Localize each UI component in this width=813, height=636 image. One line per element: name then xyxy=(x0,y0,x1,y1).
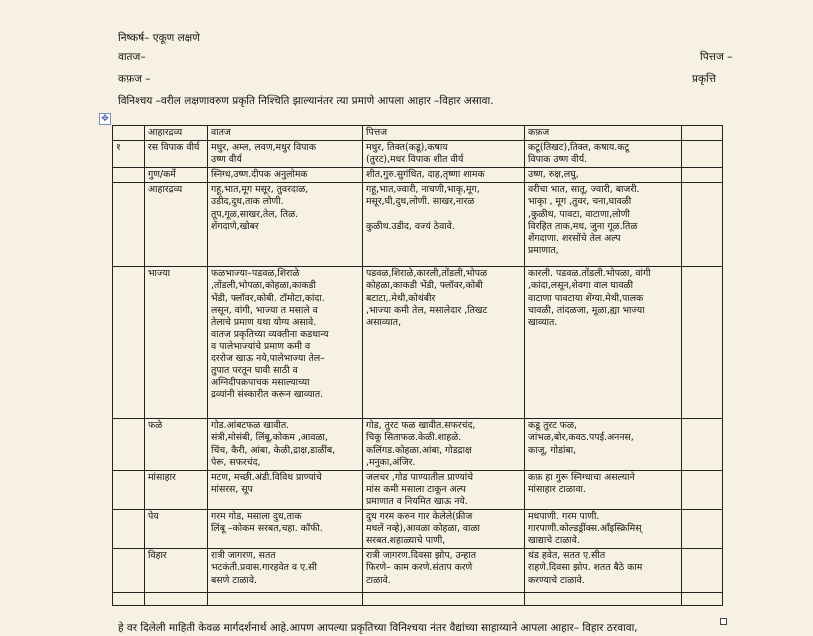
table-cell: मधुर, अम्ल, लवण,मधुर विपाक उष्ण वीर्य xyxy=(208,141,363,168)
table-cell: पेय xyxy=(145,510,208,549)
table-row xyxy=(113,593,723,606)
table-cell: गोड.आंबटफळ खावीत. संत्री,मोसंबी, लिंबू,कोकम ,आवळा, चिंच, कैरी, आंबा, केळी,द्राक्ष,डाळींब, पेरू, सफरचंद, xyxy=(208,419,363,470)
table-cell: रात्री जागरण.दिवसा झोप, उन्हात फिरणे– काम करणे.संताप करणे टाळावे. xyxy=(363,549,525,593)
table-cell xyxy=(682,141,723,168)
table-cell xyxy=(113,168,145,183)
table-resize-handle[interactable] xyxy=(720,618,727,625)
header-cell xyxy=(113,126,145,141)
table-row xyxy=(113,183,723,267)
table-cell: विहार xyxy=(145,549,208,593)
table-cell: कटू(तिखट),तिक्त, कषाय.कटू विपाक उष्ण वीर्य. xyxy=(525,141,682,168)
table-cell xyxy=(682,593,723,606)
table-cell xyxy=(363,593,525,606)
table-cell: भाज्या xyxy=(145,267,208,419)
table-row xyxy=(113,141,723,168)
table-cell xyxy=(682,419,723,470)
table-row xyxy=(113,168,723,183)
table-cell: स्निग्ध,उष्ण.दीपक अनुलोमक xyxy=(208,168,363,183)
table-cell xyxy=(682,470,723,509)
table-cell: रस विपाक वीर्य xyxy=(145,141,208,168)
table-cell: फळभाज्या–पडवळ,शिराळे ,तोंडली,भोपळा,कोहळा,काकडी भेंडी, फ्लॉवर,कोबी. टॉमोटा,कांदा. लसून, वांगी, भाज्या त मसाले व तेलाचे प्रमाण यथा योग्य असावे. वातज प्रकृतिच्या व्यक्तीना कडधान्य व पालेभाज्यांचे प्रमाण कमी व दररोज खाऊ नये,पालेभाज्या तेल– तुपात परतून घावी साठी व अग्निदीपक़पाचक मसाल्याच्या द्रव्यांनी संस्कारीत करून खाव्यात. xyxy=(208,267,363,419)
table-cell: पडवळ,शिराळे,कारली,तोंडली,भोपळ कोहळा,काकडी भेंडी, फ्लॉवर,कोबी बटाटा,.मेथी,कोथंबीर ,भाज्या कमी तेल, मसालेदार ,तिखट असाव्यात, xyxy=(363,267,525,419)
header-cell: पित्तज xyxy=(363,126,525,141)
conclusion-title: निष्कर्ष– एकूण लक्षणे xyxy=(118,32,200,44)
table-move-handle-icon[interactable]: ✥ xyxy=(99,113,111,125)
table-cell xyxy=(525,593,682,606)
table-cell: वरीचा भात, सातू, ज्वारी, बाजरी. भाकृा , मूग ,तुवर, चना,घावळी ,कुळीथ, पावटा, वाटाणा,लोणी विरहित ताक,मध, जुना गूळ.तिळ शेंगदाणा. शरसोंचे तेल अल्प प्रमाणात, xyxy=(525,183,682,267)
header-cell: कफ़ज xyxy=(525,126,682,141)
table-cell xyxy=(113,183,145,267)
table-cell: उष्ण, रुक्ष,लघु, xyxy=(525,168,682,183)
diet-table xyxy=(112,125,723,606)
table-row xyxy=(113,267,723,419)
table-row xyxy=(113,510,723,549)
table-cell: शीत,गुरु.सुगंधित, दाह,तृष्णा शामक xyxy=(363,168,525,183)
table-row xyxy=(113,470,723,509)
footer-note: हे वर दिलेली माहिती केवळ मार्गदर्शनार्थ आहे.आपण आपल्या प्रकृतिच्या विनिश्चया नंतर वैद्यांच्या साहाय्याने आपला आहार– विहार ठरवावा, xyxy=(118,622,638,634)
table-cell: मधुर, तिक्त(कडू),कषाय (तुरट),मधर विपाक शीत वीर्य xyxy=(363,141,525,168)
kaphaj-label: कफ़ज – xyxy=(118,73,151,85)
table-cell: गरम गोड, मसाला दुध,ताक लिंबू –कोकम सरबत,चहा. कॉफी. xyxy=(208,510,363,549)
table-row xyxy=(113,419,723,470)
table-cell: मटण, मच्छी.अंडी.विविध प्राण्यांचे मांसरस, सूप xyxy=(208,470,363,509)
diet-table-body xyxy=(113,126,723,606)
table-cell: थंड हवेत, सतत ए.सीत राहणे.दिवसा झोप. शतत बैठे काम करण्याचे टाळावे. xyxy=(525,549,682,593)
decision-text: विनिश्चय –वरील लक्षणावरुण प्रकृति निश्चिति झाल्यानंतर त्या प्रमाणे आपला आहार –विहार असावा. xyxy=(118,95,494,107)
header-cell xyxy=(682,126,723,141)
table-cell xyxy=(682,549,723,593)
table-cell xyxy=(145,593,208,606)
table-cell: आहारद्रव्य xyxy=(145,183,208,267)
header-cell: आहारद्रव्य xyxy=(145,126,208,141)
table-cell xyxy=(113,419,145,470)
table-cell: गुण/कर्मे xyxy=(145,168,208,183)
table-cell: १ xyxy=(113,141,145,168)
table-cell xyxy=(113,510,145,549)
header-cell: वातज xyxy=(208,126,363,141)
table-cell xyxy=(113,549,145,593)
table-cell xyxy=(113,593,145,606)
vataj-label: वातज– xyxy=(118,51,146,63)
table-cell xyxy=(208,593,363,606)
table-row xyxy=(113,549,723,593)
table-cell: रात्री जागरण, सतत भटकंती.प्रवास.गारहवेत व ए.सी बसणे टाळावे. xyxy=(208,549,363,593)
table-cell: गोड, तुरट फळ खावीत.सफरचंद, चिकू सिताफळ.केळी.शाहळे. कलिंगड.कोहळा.आंबा, गोडद्राक्ष ,मनुका,अंजिर. xyxy=(363,419,525,470)
table-cell xyxy=(682,183,723,267)
table-cell xyxy=(682,168,723,183)
table-cell: मांसाहार xyxy=(145,470,208,509)
prakruti-label: प्रकृत्ति xyxy=(692,73,717,85)
table-cell xyxy=(113,470,145,509)
table-cell xyxy=(682,267,723,419)
table-cell: फळे xyxy=(145,419,208,470)
table-cell: मधपाणी. गरम पाणी. गारपाणी.कोल्डड्रींक्स.आँइस्क्रिमिस् खाद्याचे टाळावे. xyxy=(525,510,682,549)
pittaj-label: पित्तज – xyxy=(700,51,733,63)
table-cell: दुध गरम करुन गार केलेले(फ्रीज मधलें नव्हे),आवळा कोहळा, वाळा सरबत.शहाळ्याचे पाणी, xyxy=(363,510,525,549)
table-header-row xyxy=(113,126,723,141)
table-cell xyxy=(113,267,145,419)
table-cell: गहू,भात,ज्वारी, नाचणी,भाकृ,मूग, मसूर,घी,दुध,लोणी. साखर,नारळ कुळीथ.उडीद, वज्यं ठेवावे. xyxy=(363,183,525,267)
table-cell xyxy=(682,510,723,549)
table-cell: कफ़ हा गुरू स्निग्धाचा असल्याने मांसाहार टाळावा. xyxy=(525,470,682,509)
table-cell: जलचर ,गोड पाण्यातील प्राण्यांचे मांस कमी मसाला टाकून अल्प प्रमाणात व नियमित खाऊ नये. xyxy=(363,470,525,509)
table-cell: कारली. पडवळ.तोंडली.भोपळा, वांगी ,कांदा,लसून,शेवगा वाल घावळी वाटाणा पावटाया शेंग्या.मेथी,पालक चावळी, तांदळजा, मूळा,ह्या भाज्या खाव्यात. xyxy=(525,267,682,419)
table-cell: गहू,भात,मूग मसूर, तुवरदाळ, उडीद,दुध,ताक लोणी. तूप,गूळ,साखर,तेल, तिळ. शेंगदाणे,खोबर xyxy=(208,183,363,267)
table-cell: कडू तुरट फळ, जांभळ,बोर,कवठ.पपई.अननस, काजू, गोडांबा, xyxy=(525,419,682,470)
